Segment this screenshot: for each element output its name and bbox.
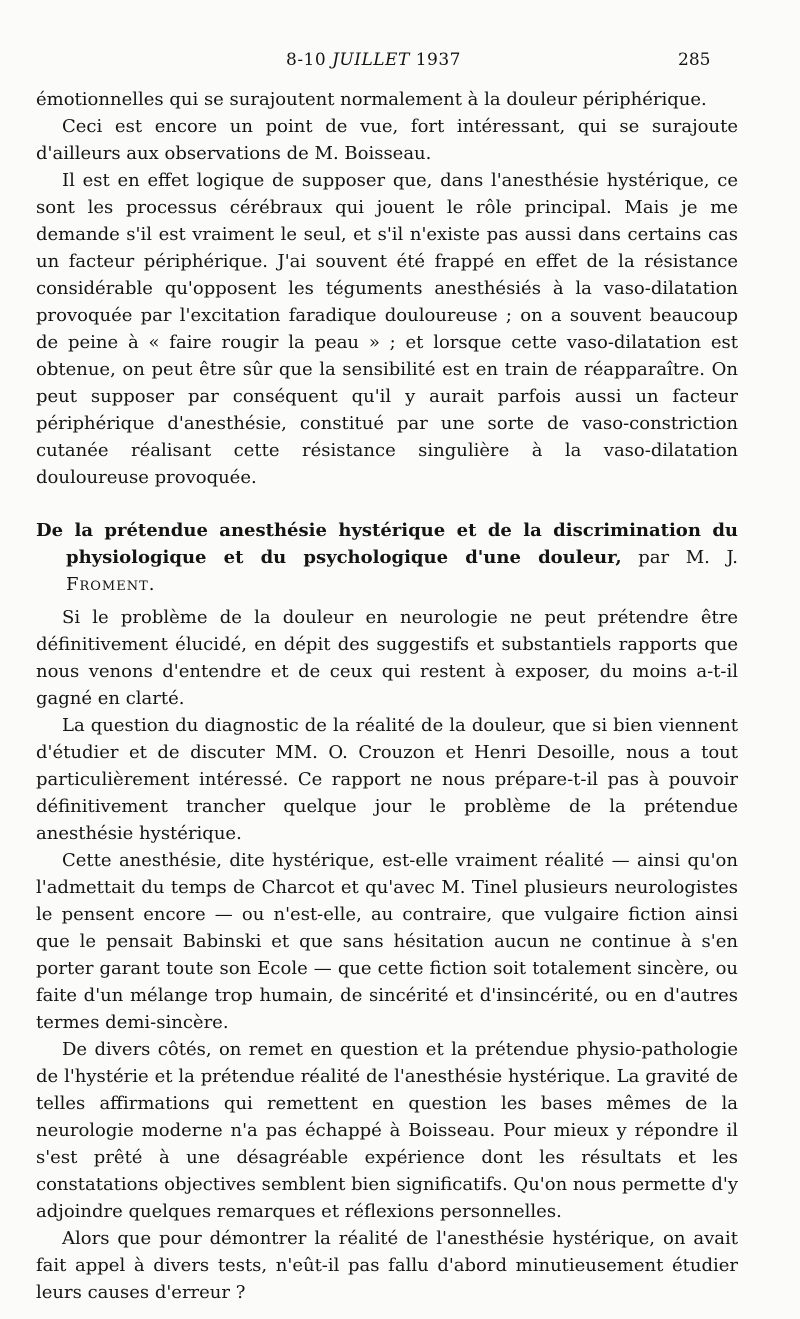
paragraph: Ceci est encore un point de vue, fort intéressant, qui se surajoute d'ailleurs aux observations de M. Boisseau. [36,116,738,164]
running-title [286,50,461,70]
paragraph: Si le problème de la douleur en neurologie ne peut prétendre être définitivement élucidé, en dépit des suggestifs et substantiels rapports que nous venons d'entendre et de ceux qui restent à exposer, du moins a-t-il gagné en clarté. [36,607,738,709]
paragraph: émotionnelles qui se surajoutent normalement à la douleur périphérique. [36,89,707,110]
section-title: De la prétendue anesthésie hystérique et de la discrimination du physiologique et du psychologique d'une douleur, [36,520,738,568]
page-number: 285 [678,50,711,70]
paragraph: La question du diagnostic de la réalité de la douleur, que si bien viennent d'étudier et de discuter MM. O. Crouzon et Henri Desoille, nous a tout particulièrement intéressé. Ce rapport ne nous prépare-t-il pas à pouvoir définitivement trancher quelque jour le problème de la prétendue anesthésie hystérique. [36,715,738,844]
running-head [0,50,800,74]
paragraph: Cette anesthésie, dite hystérique, est-elle vraiment réalité — ainsi qu'on l'admettait du temps de Charcot et qu'avec M. Tinel plusieurs neurologistes le pensent encore — ou n'est-elle, au contraire, que vulgaire fiction ainsi que le pensait Babinski et que sans hésitation aucun ne continue à s'en porter garant toute son Ecole — que cette fiction soit totalement sincère, ou faite d'un mélange trop humain, de sincérité et d'insincérité, ou en d'autres termes demi-sincère. [36,850,738,1033]
section-author: Froment. [66,574,156,595]
body-text [36,86,738,1306]
section-heading [36,517,738,598]
paragraph: Il est en effet logique de supposer que, dans l'anesthésie hystérique, ce sont les processus cérébraux qui jouent le rôle principal. Mais je me demande s'il est vraiment le seul, et s'il n'existe pas aussi dans certains cas un facteur périphérique. J'ai souvent été frappé en effet de la résistance considérable qu'opposent les téguments anesthésiés à la vaso-dilatation provoquée par l'excitation faradique douloureuse ; on a souvent beaucoup de peine à « faire rougir la peau » ; et lorsque cette vaso-dilatation est obtenue, on peut être sûr que la sensibilité est en train de réapparaître. On peut supposer par conséquent qu'il y aurait parfois aussi un facteur périphérique d'anesthésie, constitué par une sorte de vaso-constriction cutanée réalisant cette résistance singulière à la vaso-dilatation douloureuse provoquée. [36,170,738,488]
running-title-year: 1937 [415,50,461,70]
paragraph: Alors que pour démontrer la réalité de l'anesthésie hystérique, on avait fait appel à divers tests, n'eût-il pas fallu d'abord minutieusement étudier leurs causes d'erreur ? [36,1228,738,1303]
running-title-prefix: 8-10 [286,50,327,70]
section-byline: par M. J. [638,547,738,568]
paragraph: De divers côtés, on remet en question et la prétendue physio-pathologie de l'hystérie et la prétendue réalité de l'anesthésie hystérique. La gravité de telles affirmations qui remettent en question les bases mêmes de la neurologie moderne n'a pas échappé à Boisseau. Pour mieux y répondre il s'est prêté à une désagréable expérience dont les résultats et les constatations objectives semblent bien significatifs. Qu'on nous permette d'y adjoindre quelques remarques et réflexions personnelles. [36,1039,738,1222]
running-title-month: JUILLET [332,50,410,70]
